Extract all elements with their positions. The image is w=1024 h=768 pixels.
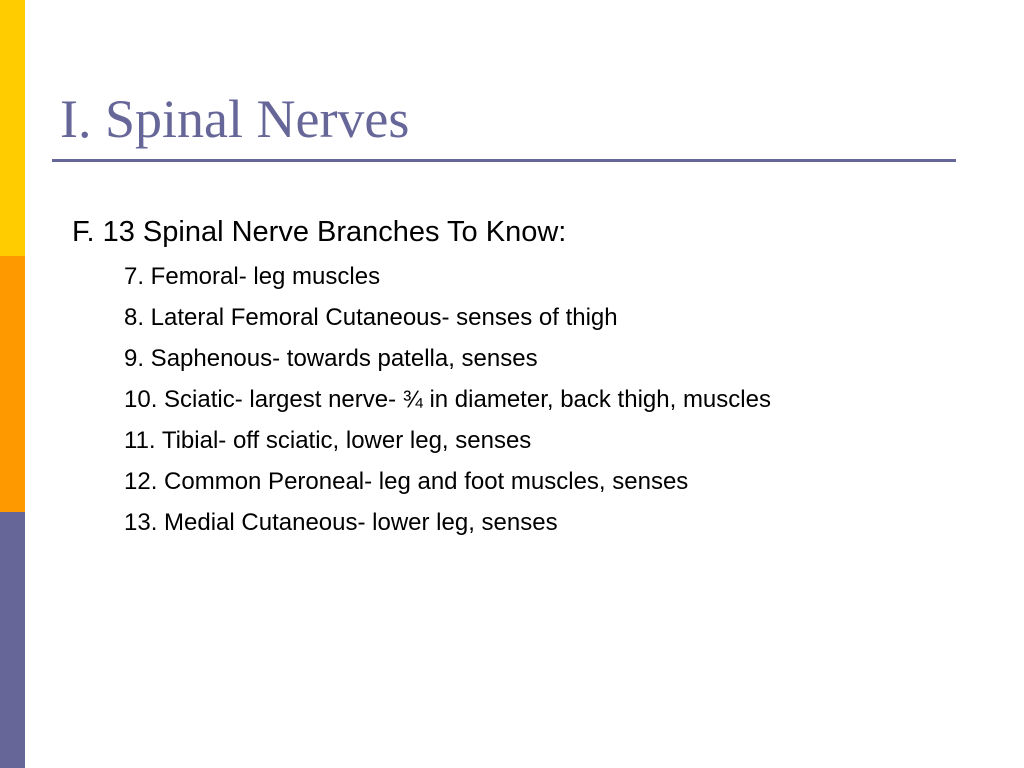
list-item: 11. Tibial- off sciatic, lower leg, senses <box>124 427 532 454</box>
list-item: 10. Sciatic- largest nerve- ¾ in diameter, back thigh, muscles <box>124 386 771 413</box>
sidebar-stripe-yellow <box>0 0 25 256</box>
list-item: 8. Lateral Femoral Cutaneous- senses of thigh <box>124 304 618 331</box>
slide-title: I. Spinal Nerves <box>60 89 410 149</box>
nerve-branch-list <box>72 256 972 543</box>
sidebar-stripe-purple <box>0 512 25 768</box>
sidebar-stripe-orange <box>0 256 25 512</box>
list-item: 12. Common Peroneal- leg and foot muscles, senses <box>124 468 689 495</box>
title-underline <box>52 159 956 162</box>
slide-body <box>72 208 972 543</box>
section-heading: F. 13 Spinal Nerve Branches To Know: <box>72 216 567 248</box>
list-item: 9. Saphenous- towards patella, senses <box>124 345 538 372</box>
list-item: 7. Femoral- leg muscles <box>124 263 381 290</box>
list-item: 13. Medial Cutaneous- lower leg, senses <box>124 509 558 536</box>
